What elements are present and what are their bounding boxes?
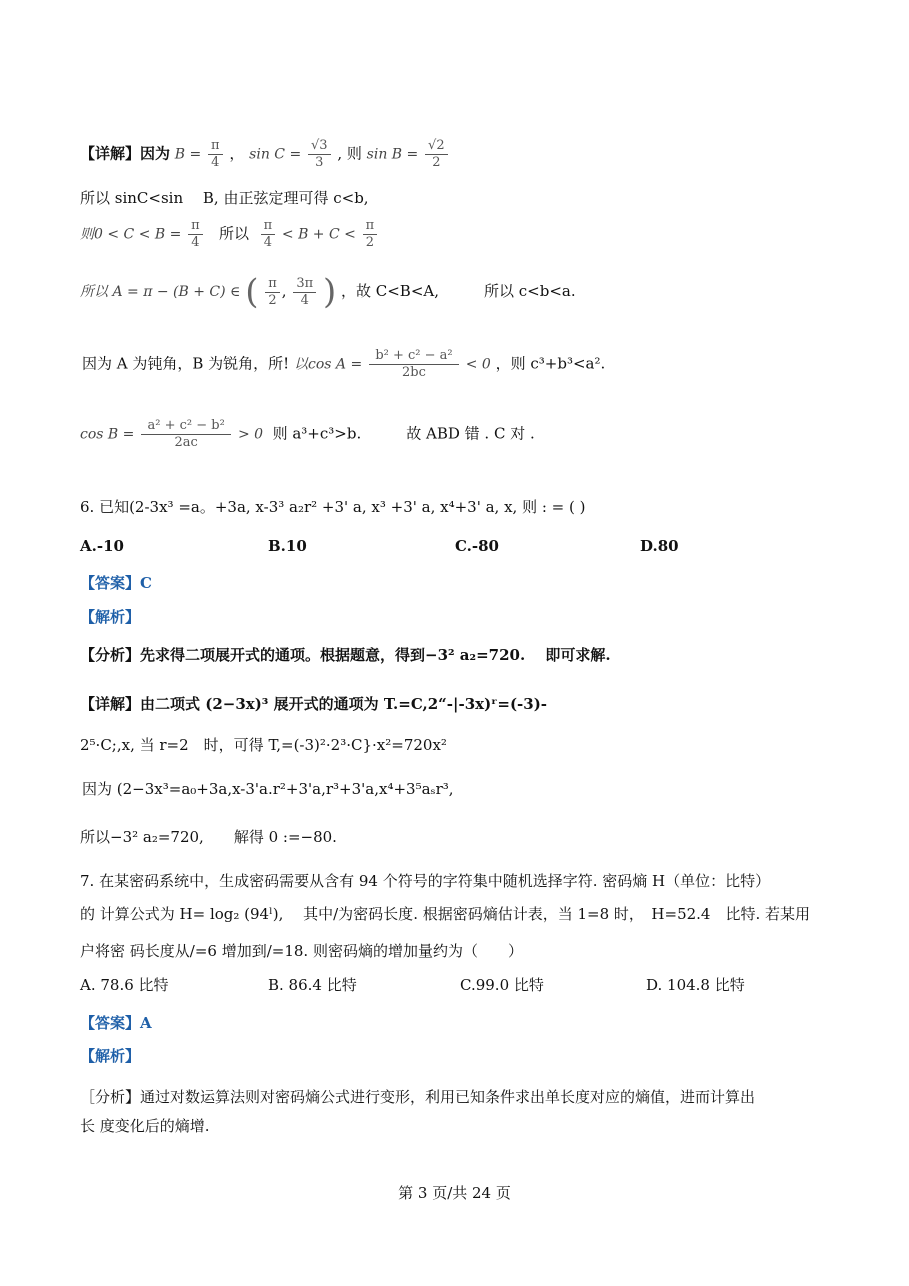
q6-answer: 【答案】C (80, 574, 152, 592)
detail-line-5: 因为 A 为钝角，B 为锐角，所! 以cos A = $\frac{\text{b² + c² − a²}}{2bc}$ < 0 ，则 c³+b³<a². (82, 348, 606, 380)
sinb-eq: sin B = (366, 146, 419, 163)
q6-choice-c: C.-80 (455, 537, 499, 555)
detail-line-4: 所以 A = π − (B + C) ∈ ( $\frac{\pi}{2}$ , $\frac{3\pi}{4}$ ) ，故 C<B<A, 所以 c<b<a. (80, 272, 576, 312)
q7-choice-a: A. 78.6 比特 (80, 976, 169, 994)
sinc-eq: sin C = (249, 146, 302, 163)
q6-fenxi: 【分析】先求得二项展开式的通项。根据题意，得到−3² a₂=720. 即可求解. (80, 646, 611, 664)
detail-line-3: 则0 < C < B = $\frac{\pi}{4}$ 所以 $\frac{\pi}{4}$ < B + C < $\frac{\pi}{2}$ (80, 218, 379, 251)
q7-choice-d: D. 104.8 比特 (646, 976, 745, 994)
detail-label: 【详解】因为 (80, 144, 171, 163)
frac-sqrt3-3: $\frac{√3}{3}$ (308, 138, 331, 171)
q6-choice-b: B.10 (268, 537, 307, 555)
question-7-line-1: 7. 在某密码系统中，生成密码需要从含有 94 个符号的字符集中随机选择字符. 密码熵 H（单位：比特） (80, 872, 771, 890)
detail-line-6: cos B = $\frac{\text{a² + c² − b²}}{2ac}$ > 0 则 a³+c³>b. 故 ABD 错 . C 对 . (80, 418, 535, 450)
q6-line-2: 2⁵·C;,x, 当 r=2 时，可得 T,=(-3)²·2³·C}·x²=720x² (80, 736, 447, 754)
q6-choice-d: D.80 (640, 537, 679, 555)
question-7-line-3: 户将密 码长度从/=6 增加到/=18. 则密码熵的增加量约为（ ） (80, 942, 523, 960)
frac-sqrt2-2: $\frac{√2}{2}$ (425, 138, 448, 171)
q7-fenxi-1: ［分析】通过对数运算法则对密码熵公式进行变形，利用已知条件求出单长度对应的熵值，进而计算出 (80, 1088, 756, 1106)
q7-answer: 【答案】A (80, 1014, 152, 1032)
q7-choice-c: C.99.0 比特 (460, 976, 544, 994)
question-7-line-2: 的 计算公式为 H= log₂ (94ˡ), 其中/为密码长度. 根据密码熵估计表，当 1=8 时， H=52.4 比特. 若某用 (80, 905, 811, 923)
q6-line-3: 因为 (2−3x³=a₀+3a,x-3'a.r²+3'a,r³+3'a,x⁴+3⁵aₛr³, (82, 780, 454, 798)
q7-choice-b: B. 86.4 比特 (268, 976, 357, 994)
detail-line-2: 所以 sinC<sin B, 由正弦定理可得 c<b, (80, 189, 369, 207)
q6-xiangjie: 【详解】由二项式 (2−3x)³ 展开式的通项为 T.=C,2“-|-3x)ʳ=(-3)- (80, 695, 548, 713)
q7-jiexi: 【解析】 (80, 1047, 141, 1065)
q6-line-4: 所以−3² a₂=720, 解得 0 :=−80. (80, 828, 337, 846)
q6-jiexi: 【解析】 (80, 608, 141, 626)
b-eq: B = (174, 146, 202, 163)
page-footer: 第 3 页/共 24 页 (398, 1184, 511, 1202)
q6-choice-a: A.-10 (80, 537, 124, 555)
question-6-stem: 6. 已知(2-3x³ =a。+3a, x-3³ a₂r² +3' a, x³ +3' a, x⁴+3' a, x, 则 : = ( ) (80, 498, 586, 516)
detail-line-1: 【详解】因为 B = $\frac{\pi}{4}$ ， sin C = $\frac{√3}{3}$ , 则 sin B = $\frac{√2}{2}$ (80, 138, 450, 171)
frac-pi-4: $\frac{\pi}{4}$ (208, 138, 223, 171)
q7-fenxi-2: 长 度变化后的熵增. (80, 1117, 210, 1135)
